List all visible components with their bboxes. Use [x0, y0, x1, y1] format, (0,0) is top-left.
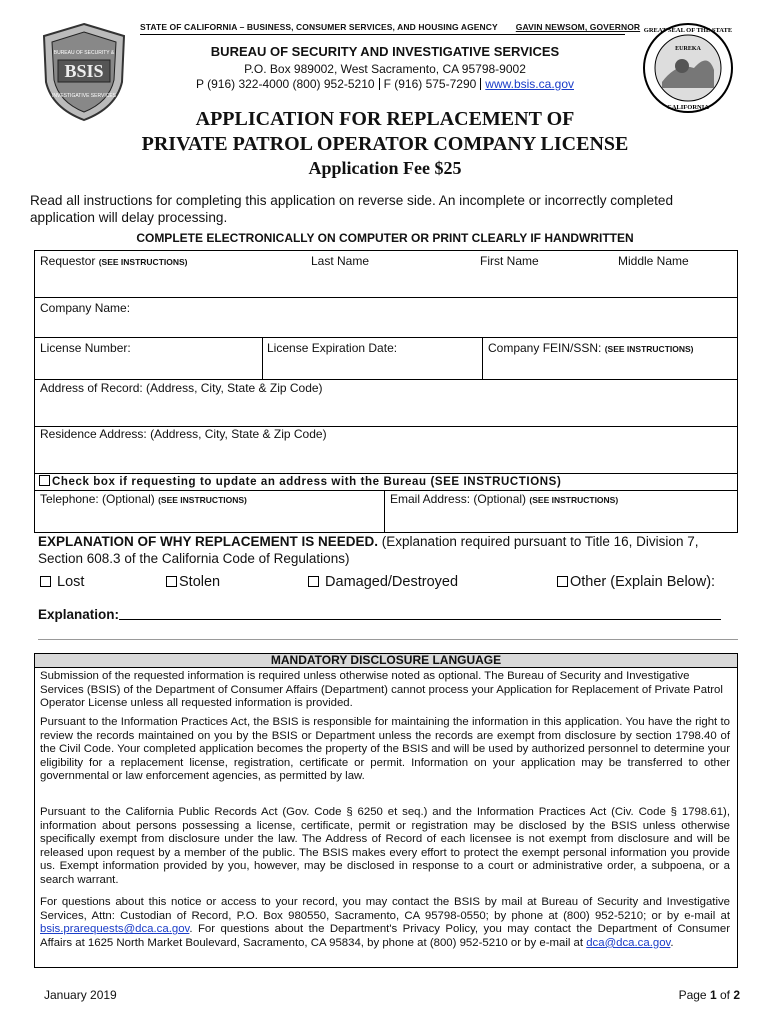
email-label: Email Address: (Optional) (SEE INSTRUCTIONS) — [390, 492, 619, 506]
agency-line: STATE OF CALIFORNIA – BUSINESS, CONSUMER SERVICES, AND HOUSING AGENCY GAVIN NEWSOM, GOVERNOR — [140, 22, 641, 32]
governor-name: GAVIN NEWSOM, GOVERNOR — [515, 22, 641, 32]
stolen-checkbox[interactable] — [166, 576, 177, 587]
contact-row — [34, 490, 738, 533]
other-checkbox[interactable] — [557, 576, 568, 587]
license-number-label: License Number: — [40, 341, 131, 355]
dca-email-link[interactable]: dca@dca.ca.gov — [586, 936, 671, 949]
residence-address-field[interactable] — [34, 426, 738, 473]
first-name-label: First Name — [480, 254, 539, 268]
instructions-text: Read all instructions for completing this application on reverse side. An incomplete or incorrectly completed application will delay processing. — [30, 193, 674, 225]
svg-text:BSIS: BSIS — [64, 61, 104, 81]
option-damaged[interactable]: Damaged/Destroyed — [308, 574, 458, 590]
explanation-heading: EXPLANATION OF WHY REPLACEMENT IS NEEDED. (Explanation required pursuant to Title 16, Division 7, Section 608.3 of the California Code of Regulations) — [38, 534, 699, 566]
address-of-record-label: Address of Record: (Address, City, State & Zip Code) — [40, 381, 323, 395]
svg-text:GREAT SEAL OF THE STATE: GREAT SEAL OF THE STATE — [643, 27, 733, 34]
license-number-field[interactable] — [35, 338, 263, 379]
requestor-label: Requestor (SEE INSTRUCTIONS) — [40, 254, 188, 268]
revision-date: January 2019 — [44, 988, 117, 1002]
form-title-line2: PRIVATE PATROL OPERATOR COMPANY LICENSE — [141, 133, 629, 155]
company-fein-field[interactable] — [482, 338, 737, 379]
fax-number: F (916) 575-7290 — [383, 77, 477, 91]
contact-line — [140, 77, 630, 91]
damaged-checkbox[interactable] — [308, 576, 319, 587]
disclosure-paragraph-4: For questions about this notice or access to your record, you may contact the BSIS by mail at Bureau of Security and Investigative Services, Attn: Custodian of Record, P.O. Box 980550, Sacramento, CA 95798-0550; by phone at (800) 952-5210; or by e-mail at bsis.prarequests@dca.ca.gov. For questions about the Department's Privacy Policy, you may contact the Department of Consumer Affairs at 1625 North Market Boulevard, Sacramento, CA 95834, by phone at (800) 952-5210 or by e-mail at dca@dca.ca.gov. — [40, 896, 730, 949]
residence-address-label: Residence Address: (Address, City, State & Zip Code) — [40, 427, 327, 441]
form-title-line1: APPLICATION FOR REPLACEMENT OF — [195, 108, 575, 130]
company-fein-label: Company FEIN/SSN: (SEE INSTRUCTIONS) — [488, 341, 694, 355]
svg-text:INVESTIGATIVE SERVICES: INVESTIGATIVE SERVICES — [52, 93, 116, 99]
company-name-field[interactable] — [34, 297, 738, 337]
explanation-line-2[interactable] — [38, 639, 738, 640]
svg-text:CALIFORNIA: CALIFORNIA — [667, 104, 709, 111]
website-link[interactable]: www.bsis.ca.gov — [485, 77, 574, 91]
application-fee: Application Fee $25 — [308, 158, 462, 178]
california-state-seal — [642, 22, 734, 114]
disclosure-paragraph-1: Submission of the requested information is required unless otherwise noted as optional. The Bureau of Security and Investigative Services (BSIS) of the Department of Consumer Affairs (Department) cannot process your Application for Replacement of Private Patrol Operator License unless all requested information is provided. — [40, 670, 723, 710]
update-address-checkbox[interactable] — [39, 475, 50, 486]
update-address-row — [34, 473, 738, 490]
middle-name-label: Middle Name — [618, 254, 689, 268]
email-field[interactable] — [384, 491, 737, 532]
requestor-row[interactable] — [34, 250, 738, 297]
svg-text:EUREKA: EUREKA — [675, 46, 701, 52]
option-other[interactable]: Other (Explain Below): — [557, 574, 715, 590]
explanation-field[interactable] — [38, 607, 721, 622]
license-expiration-label: License Expiration Date: — [267, 341, 398, 355]
telephone-label: Telephone: (Optional) (SEE INSTRUCTIONS) — [40, 492, 247, 506]
option-lost[interactable]: Lost — [40, 574, 84, 590]
bureau-address: P.O. Box 989002, West Sacramento, CA 95798-9002 — [244, 62, 526, 76]
header-divider — [140, 34, 625, 35]
disclosure-paragraph-2: Pursuant to the Information Practices Act, the BSIS is responsible for maintaining the information in this application. You have the right to review the records maintained on you by the BSIS or Department unless the records are exempt from disclosure by section 1798.40 of the Civil Code. Your completed application becomes the property of the BSIS and will be used by authorized personnel to determine your eligibility for a replacement license, registration, certificate or permit. Information on your application may be transferred to other governmental or law enforcement agencies, as permitted by law. — [40, 716, 730, 783]
disclosure-paragraph-3: Pursuant to the California Public Records Act (Gov. Code § 6250 et seq.) and the Information Practices Act (Civ. Code § 1798.61), information about persons possessing a license, certificate, permit or registration may be disclosed by the BSIS unless otherwise specifically exempt from disclosure under the law. The Address of Record of each licensee is not exempt from disclosure and will be released upon request by a member of the public. The BSIS makes every effort to protect the exempt personal information you provide us. Exempt information provided by you, however, may be disclosed in response to a court or administrative order, a subpoena, or a search warrant. — [40, 806, 730, 886]
license-row — [34, 337, 738, 379]
company-name-label: Company Name: — [40, 301, 131, 315]
update-address-label: Check box if requesting to update an address with the Bureau (SEE INSTRUCTIONS) — [52, 476, 562, 488]
last-name-label: Last Name — [311, 254, 370, 268]
bureau-name: BUREAU OF SECURITY AND INVESTIGATIVE SERVICES — [210, 44, 560, 59]
complete-instructions: COMPLETE ELECTRONICALLY ON COMPUTER OR PRINT CLEARLY IF HANDWRITTEN — [136, 231, 634, 245]
bsis-logo — [36, 22, 132, 122]
telephone-field[interactable] — [35, 491, 385, 532]
page-number: Page 1 of 2 — [678, 988, 740, 1002]
disclosure-heading: MANDATORY DISCLOSURE LANGUAGE — [34, 653, 738, 668]
license-expiration-field[interactable] — [262, 338, 483, 379]
explanation-label: Explanation: — [38, 607, 120, 622]
svg-text:BUREAU OF SECURITY &: BUREAU OF SECURITY & — [53, 50, 115, 56]
phone-numbers: P (916) 322-4000 (800) 952-5210 — [195, 77, 375, 91]
address-of-record-field[interactable] — [34, 379, 738, 426]
option-stolen[interactable]: Stolen — [166, 574, 220, 590]
lost-checkbox[interactable] — [40, 576, 51, 587]
bsis-email-link[interactable]: bsis.prarequests@dca.ca.gov — [40, 923, 190, 936]
